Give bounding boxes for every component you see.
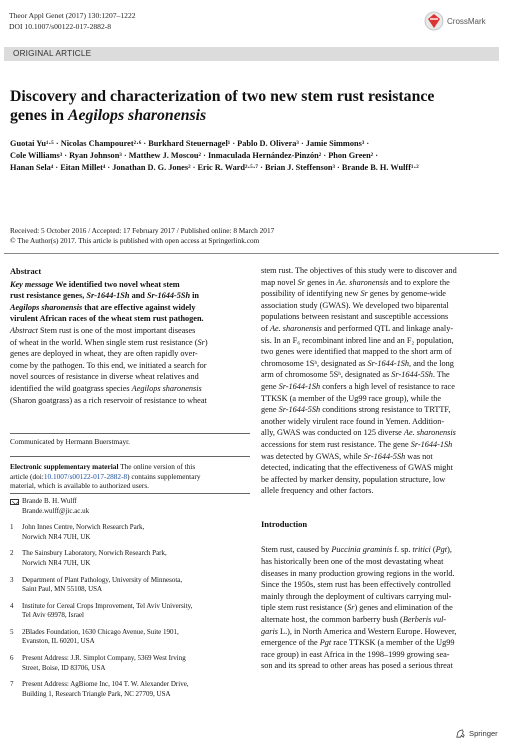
author-line-2: Cole Williams³ · Ryan Johnson³ · Matthew J. Moscou² · Inmaculada Hernández-Pinzón² · Phon Green² · bbox=[10, 151, 379, 160]
gene-name: Sr-1644-5Sh bbox=[278, 405, 321, 415]
body-text: genes by genome-wide bbox=[367, 289, 446, 299]
body-text: gene bbox=[261, 381, 279, 391]
affiliation-item bbox=[10, 576, 250, 595]
title-line-2-text: genes in bbox=[10, 106, 68, 124]
body-text: ) genes and elimination of the bbox=[354, 603, 453, 613]
esm-label: Electronic supplementary material bbox=[10, 462, 119, 471]
body-line: detected, indicating that the effectiveness of GWAS might bbox=[261, 463, 453, 473]
affiliation-line: Tel Aviv 69978, Israel bbox=[22, 611, 84, 620]
corresponding-email[interactable]: Brande.wulff@jic.ac.uk bbox=[22, 506, 90, 515]
affiliation-number: 7 bbox=[10, 680, 14, 689]
affiliation-line: Present Address: AgBiome Inc, 104 T. W. Alexander Drive, bbox=[22, 680, 189, 689]
body-line: sis. In an F₆ recombinant inbred line and an F₂ population, bbox=[261, 335, 454, 345]
body-line: race group) in east Africa in the 1998–1999 growing sea- bbox=[261, 649, 450, 659]
affiliation-number: 3 bbox=[10, 575, 14, 584]
body-text: ( bbox=[430, 545, 436, 555]
species-name: tritici bbox=[412, 545, 431, 555]
divider bbox=[10, 493, 250, 494]
body-line: stem rust. The objectives of this study were to discover and bbox=[261, 266, 457, 275]
introduction-body bbox=[261, 544, 500, 672]
gene-name: Sr-1644-5Sh bbox=[146, 291, 191, 301]
body-line: association study (GWAS). We developed two biparental bbox=[261, 300, 449, 310]
gene-name: Sr-1644-1Sh bbox=[278, 381, 321, 391]
body-text: chromosome 1Sʰ, designated as bbox=[261, 358, 368, 368]
supplementary-note bbox=[10, 456, 250, 491]
body-text: L.), in North America and Western Europe. However, bbox=[277, 626, 457, 636]
gene-name: Sr-1644-1Sh bbox=[410, 439, 453, 449]
body-text: alternate host, the common barberry bush ( bbox=[261, 615, 403, 625]
body-line: allele frequency and other factors. bbox=[261, 486, 374, 496]
title-species: Aegilops sharonensis bbox=[67, 106, 207, 124]
body-line: populations between resistant and susceptible accessions bbox=[261, 312, 449, 322]
affiliation-line: Saint Paul, MN 55108, USA bbox=[22, 585, 103, 594]
author-line-3: Hanan Sela⁴ · Eitan Millet⁴ · Jonathan D. G. Jones² · Eric R. Ward²·⁵·⁷ · Brian J. Steffenson³ · Brande B. H. Wulff¹·² bbox=[10, 163, 419, 172]
title-line-2 bbox=[10, 107, 500, 126]
affiliation-line: Norwich NR4 7UH, UK bbox=[22, 532, 91, 541]
body-line: diseases in many production growing regions in the world. bbox=[261, 568, 455, 578]
affiliation-list bbox=[10, 497, 250, 707]
key-text-3: that are effective against widely bbox=[82, 302, 196, 312]
abs-text: Stem rust is one of the most important diseases bbox=[37, 325, 196, 335]
body-text: , and the long bbox=[409, 358, 454, 368]
species-name: Ae. sharonensis bbox=[269, 323, 322, 333]
abs-text: Sr bbox=[197, 337, 205, 347]
publisher-name: Springer bbox=[469, 729, 498, 738]
affiliation-item bbox=[10, 549, 250, 568]
abs-text: (Sharon goatgrass) as a rich reservoir of resistance to wheat bbox=[10, 395, 207, 405]
body-text: conditions strong resistance to TRTTF, bbox=[320, 405, 451, 415]
crossmark-badge[interactable] bbox=[424, 10, 498, 32]
header-divider bbox=[4, 253, 499, 254]
body-text: Stem rust, caused by bbox=[261, 545, 332, 555]
key-text-4: virulent African races of the wheat stem rust pathogen. bbox=[10, 314, 204, 324]
abs-text: novel sources of resistance in diverse wheat relatives and bbox=[10, 372, 199, 382]
author-list bbox=[10, 138, 500, 174]
abs-text: of wheat in the world. When single stem rust resistance ( bbox=[10, 337, 198, 347]
body-text: was detected by GWAS, while bbox=[261, 451, 364, 461]
esm-text: The online version of this bbox=[118, 462, 196, 471]
crossmark-label: CrossMark bbox=[447, 16, 486, 26]
introduction-heading: Introduction bbox=[261, 518, 308, 529]
springer-horse-icon bbox=[455, 728, 466, 739]
body-line: two genes were identified that mapped to the short arm of bbox=[261, 347, 452, 357]
affiliation-line: Institute for Cereal Crops Improvement, Tel Aviv University, bbox=[22, 601, 193, 610]
affiliation-line: Evanston, IL 60201, USA bbox=[22, 637, 95, 646]
species-name: garis bbox=[261, 626, 278, 636]
body-text: genes in bbox=[305, 277, 337, 287]
species-name: Berberis vul- bbox=[402, 615, 447, 625]
publisher-mark bbox=[455, 728, 498, 739]
publication-dates bbox=[10, 226, 500, 246]
body-text: gene bbox=[261, 405, 279, 415]
affiliation-line: Present Address: J.R. Simplot Company, 5369 West Irving bbox=[22, 654, 186, 663]
body-text: race TTKSK (a member of the Ug99 bbox=[331, 638, 455, 648]
esm-text: material, which is available to authorized users. bbox=[10, 481, 149, 491]
affiliation-item bbox=[10, 628, 250, 647]
communicated-by: Communicated by Hermann Buerstmayr. bbox=[10, 433, 250, 446]
species-name: Ae. sharonensis bbox=[403, 428, 456, 438]
affiliation-item bbox=[10, 602, 250, 621]
body-text: possibility of identifying new bbox=[261, 289, 361, 299]
key-text-2a: rust resistance genes, bbox=[10, 291, 87, 301]
body-text: was not bbox=[405, 451, 433, 461]
body-line: son and its spread to other areas has posed a serious threat bbox=[261, 661, 453, 671]
affiliation-line: The Sainsbury Laboratory, Norwich Research Park, bbox=[22, 549, 167, 558]
body-text: . The bbox=[432, 370, 450, 380]
body-text: Sr bbox=[347, 603, 355, 613]
body-text: ally, GWAS was conducted on 125 diverse bbox=[261, 428, 404, 438]
affiliation-line: Department of Plant Pathology, University of Minnesota, bbox=[22, 575, 183, 584]
doi-line[interactable]: DOI 10.1007/s00122-017-2882-8 bbox=[9, 21, 112, 31]
article-type: ORIGINAL ARTICLE bbox=[13, 49, 92, 58]
envelope-icon bbox=[10, 499, 19, 505]
body-line: Since the 1950s, stem rust has been effectively controlled bbox=[261, 580, 451, 590]
affiliation-line: Building 1, Research Triangle Park, NC 27709, USA bbox=[22, 689, 171, 698]
abstract-heading: Abstract bbox=[10, 267, 42, 276]
species-name: Puccinia graminis bbox=[331, 545, 393, 555]
key-text-2c: and bbox=[129, 291, 147, 301]
abs-text: come by the pathogen. To this end, we initiated a search for bbox=[10, 360, 207, 370]
body-text: map novel bbox=[261, 277, 298, 287]
author-line-1: Guotai Yu¹·⁵ · Nicolas Champouret²·⁶ · Burkhard Steuernagel¹ · Pablo D. Olivera³ · Jamie Simmons³ · bbox=[10, 139, 370, 148]
copyright-line: © The Author(s) 2017. This article is published with open access at Springerlink.com bbox=[10, 236, 260, 245]
esm-text: ) contains supplementary bbox=[127, 471, 201, 481]
affiliation-item bbox=[10, 523, 250, 542]
body-text: and performed QTL and linkage analy- bbox=[321, 323, 454, 333]
corresponding-name: Brande B. H. Wulff bbox=[22, 497, 77, 505]
abs-text: identified the wild goatgrass species bbox=[10, 383, 132, 393]
affiliation-item bbox=[10, 654, 250, 673]
body-line: TTKSK (a member of the Ug99 race group), while the bbox=[261, 393, 442, 403]
key-message bbox=[10, 279, 251, 325]
article-title bbox=[10, 88, 500, 125]
body-text: Pgt bbox=[435, 545, 448, 555]
affiliation-line: Street, Boise, ID 83706, USA bbox=[22, 663, 106, 672]
affiliation-line: John Innes Centre, Norwich Research Park, bbox=[22, 523, 145, 532]
key-text-2e: in bbox=[190, 291, 199, 301]
body-text: tiple stem rust resistance ( bbox=[261, 603, 348, 613]
body-line: mainly through the deployment of cultivars carrying mul- bbox=[261, 591, 452, 601]
abstract-label: Abstract bbox=[10, 325, 38, 335]
key-message-label: Key message bbox=[10, 279, 54, 289]
body-text: Sr bbox=[360, 289, 368, 299]
species-name: Aegilops sharonensis bbox=[131, 383, 202, 393]
abstract-block bbox=[10, 266, 251, 406]
crossmark-icon bbox=[424, 11, 444, 31]
species-name: Aegilops sharonensis bbox=[10, 302, 83, 312]
body-text: f. sp. bbox=[392, 545, 413, 555]
body-line: be affected by marker density, population structure, low bbox=[261, 474, 446, 484]
key-text-1: We identified two novel wheat stem bbox=[53, 279, 180, 289]
body-line: has historically been one of the most devastating wheat bbox=[261, 557, 444, 567]
body-text: Pgt bbox=[319, 638, 332, 648]
body-text: arm of chromosome 5Sʰ, designated as bbox=[261, 370, 392, 380]
gene-name: Sr-1644-1Sh bbox=[367, 358, 409, 368]
affiliation-number: 1 bbox=[10, 523, 14, 532]
abstract-body bbox=[10, 325, 251, 406]
affiliation-number: 2 bbox=[10, 549, 14, 558]
affiliation-line: Norwich NR4 7UH, UK bbox=[22, 558, 91, 567]
title-line-1: Discovery and characterization of two new stem rust resistance bbox=[10, 88, 435, 105]
gene-name: Sr-1644-5Sh bbox=[363, 451, 406, 461]
dates-line: Received: 5 October 2016 / Accepted: 17 February 2017 / Published online: 8 March 2017 bbox=[10, 226, 275, 235]
affiliation-line: 2Blades Foundation, 1630 Chicago Avenue, Suite 1901, bbox=[22, 627, 179, 636]
journal-line: Theor Appl Genet (2017) 130:1207–1222 bbox=[9, 11, 136, 20]
gene-name: Sr-1644-5Sh bbox=[391, 370, 433, 380]
gene-name: Sr-1644-1Sh bbox=[86, 291, 130, 301]
body-text: Sr bbox=[297, 277, 306, 287]
corresponding-author bbox=[10, 497, 250, 516]
doi-link[interactable]: 10.1007/s00122-017-2882-8 bbox=[43, 471, 128, 481]
abs-text: genes are deployed in wheat, they are often rapidly over- bbox=[10, 349, 198, 359]
species-name: Ae. sharonensis bbox=[336, 277, 389, 287]
body-text: and to explore the bbox=[388, 277, 450, 287]
esm-text: article (doi: bbox=[10, 471, 44, 481]
body-text: emergence of the bbox=[261, 638, 320, 648]
body-line: another widely virulent race found in Yemen. Addition- bbox=[261, 416, 445, 426]
affiliation-item bbox=[10, 680, 250, 699]
affiliation-number: 5 bbox=[10, 627, 14, 636]
affiliation-number: 4 bbox=[10, 601, 14, 610]
body-text: ), bbox=[447, 545, 452, 555]
right-column bbox=[261, 265, 500, 672]
body-text: confers a high level of resistance to race bbox=[320, 381, 455, 391]
body-text: accessions for stem rust resistance. The gene bbox=[261, 439, 411, 449]
body-text: of bbox=[261, 323, 270, 333]
abs-text: ) bbox=[204, 337, 208, 347]
affiliation-number: 6 bbox=[10, 654, 14, 663]
journal-citation bbox=[9, 11, 136, 32]
abstract-continued bbox=[261, 265, 500, 497]
